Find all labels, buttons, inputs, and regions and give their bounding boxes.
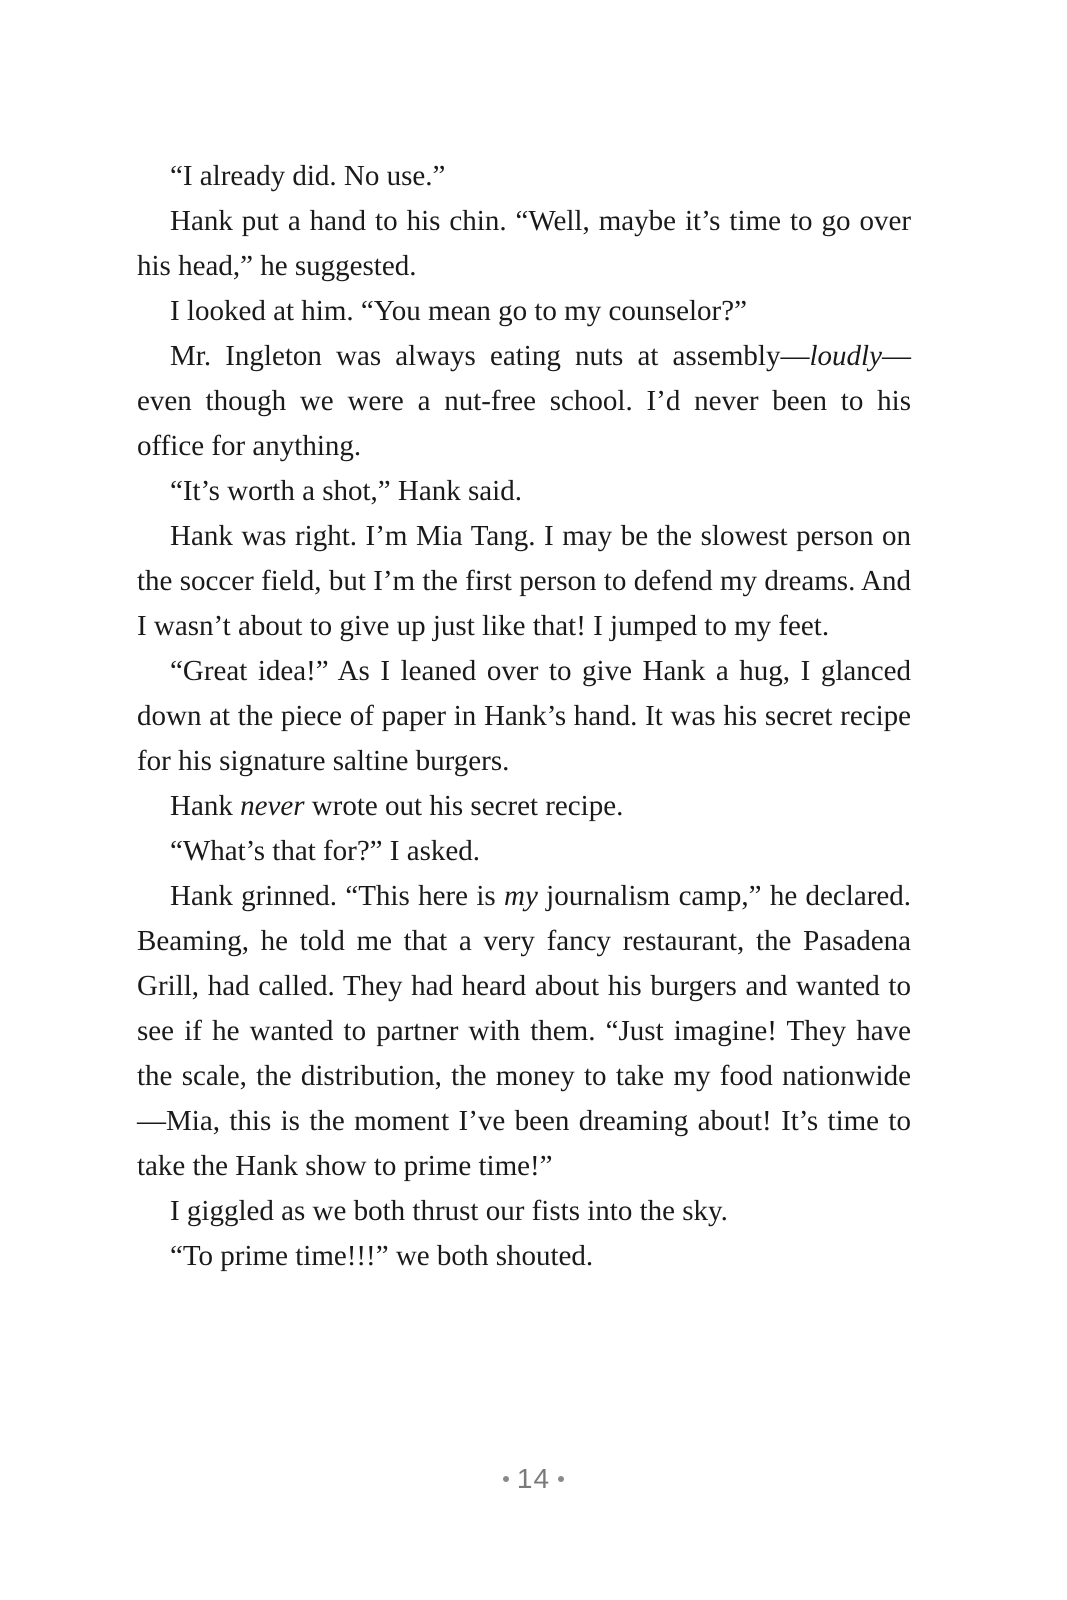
text-run: “What’s that for?” I asked. <box>170 835 480 867</box>
page-number-footer <box>0 1463 1067 1495</box>
paragraph <box>137 469 911 514</box>
paragraph <box>137 1189 911 1234</box>
italic-text: my <box>504 880 538 912</box>
paragraph <box>137 1234 911 1279</box>
text-run: journalism camp,” he declared. Beaming, he told me that a very fancy restaurant, the Pasadena Grill, had called. They had heard about his burgers and wanted to see if he wanted to partner with them. “Just imagine! They have the scale, the distribution, the money to take my food nationwide—Mia, this is the moment I’ve been dreaming about! It’s time to take the Hank show to prime time!” <box>137 880 911 1182</box>
paragraph <box>137 649 911 784</box>
paragraph <box>137 874 911 1189</box>
text-run: Hank <box>170 790 241 822</box>
text-run: Mr. Ingleton was always eating nuts at assembly— <box>170 340 810 372</box>
folio-dot-left-icon <box>503 1476 509 1482</box>
text-run: Hank put a hand to his chin. “Well, maybe it’s time to go over his head,” he suggested. <box>137 205 911 282</box>
text-run: I giggled as we both thrust our fists into the sky. <box>170 1195 728 1227</box>
paragraph <box>137 829 911 874</box>
folio-dot-right-icon <box>558 1476 564 1482</box>
text-run: Hank was right. I’m Mia Tang. I may be the slowest person on the soccer field, but I’m the first person to defend my dreams. And I wasn’t about to give up just like that! I jumped to my feet. <box>137 520 911 642</box>
page-number: 14 <box>516 1463 551 1494</box>
paragraph <box>137 514 911 649</box>
text-run: “It’s worth a shot,” Hank said. <box>170 475 522 507</box>
text-run: —even though we were a nut-free school. I’d never been to his office for anything. <box>137 340 911 462</box>
paragraph <box>137 289 911 334</box>
text-run: “To prime time!!!” we both shouted. <box>170 1240 594 1272</box>
paragraph <box>137 154 911 199</box>
text-run: “Great idea!” As I leaned over to give Hank a hug, I glanced down at the piece of paper in Hank’s hand. It was his secret recipe for his signature saltine burgers. <box>137 655 911 777</box>
paragraph <box>137 784 911 829</box>
italic-text: never <box>240 790 305 822</box>
text-run: Hank grinned. “This here is <box>170 880 505 912</box>
paragraph <box>137 199 911 289</box>
text-run: I looked at him. “You mean go to my counselor?” <box>170 295 747 327</box>
text-run: “I already did. No use.” <box>170 160 446 192</box>
text-run: wrote out his secret recipe. <box>304 790 624 822</box>
italic-text: loudly <box>809 340 882 372</box>
paragraph <box>137 334 911 469</box>
body-text <box>137 154 911 1279</box>
